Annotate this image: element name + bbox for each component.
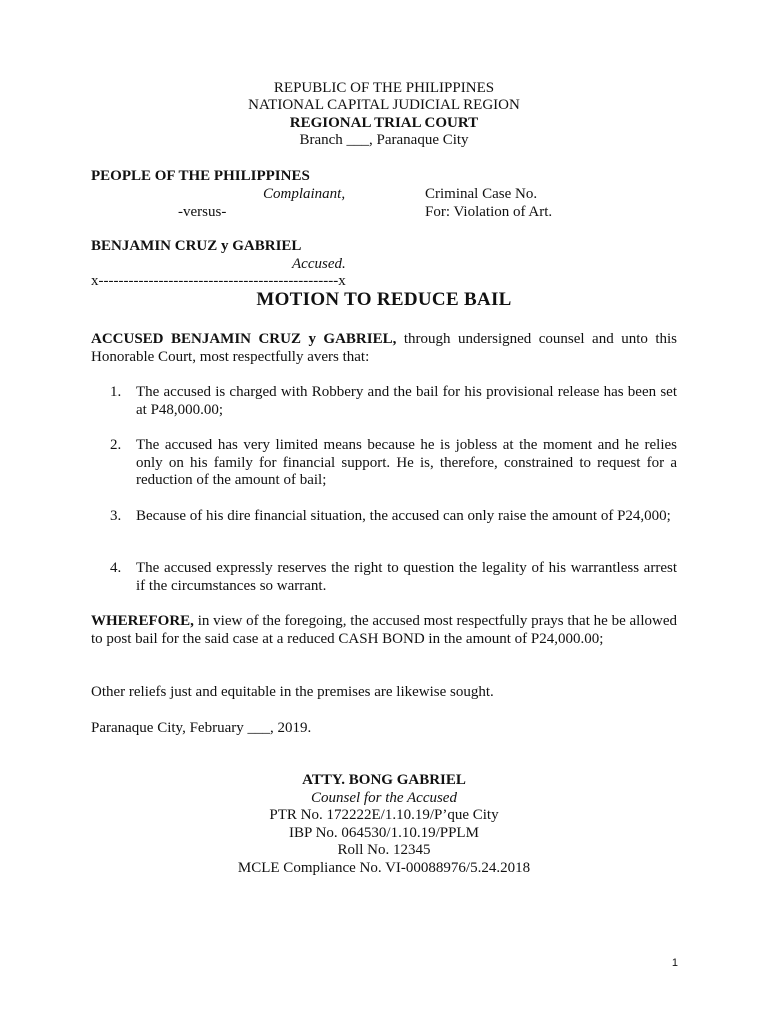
list-item bbox=[110, 508, 677, 526]
list-item-number: 2. bbox=[110, 437, 122, 453]
prayer-lead: WHEREFORE, bbox=[91, 613, 194, 629]
caption-accused: BENJAMIN CRUZ y GABRIEL bbox=[91, 238, 302, 254]
caption-violation: For: Violation of Art. bbox=[425, 204, 553, 220]
header-republic: REPUBLIC OF THE PHILIPPINES bbox=[273, 80, 495, 96]
header-court: REGIONAL TRIAL COURT bbox=[289, 115, 479, 131]
signature-roll: Roll No. 12345 bbox=[337, 842, 431, 858]
signature-ptr: PTR No. 172222E/1.10.19/P’que City bbox=[269, 807, 499, 823]
list-item bbox=[110, 384, 677, 419]
intro-lead: ACCUSED BENJAMIN CRUZ y GABRIEL, bbox=[91, 331, 397, 347]
caption-plaintiff-role: Complainant, bbox=[263, 186, 346, 202]
list-item bbox=[110, 437, 677, 490]
signature-role: Counsel for the Accused bbox=[311, 790, 457, 806]
list-item-text: The accused has very limited means because he is jobless at the moment and he relies only on his family for financial support. He is, therefore, constrained to request for a reduction of the amount of bail; bbox=[136, 437, 677, 489]
intro-paragraph bbox=[91, 331, 677, 366]
header-branch: Branch ___, Paranaque City bbox=[299, 132, 469, 148]
signature-ibp: IBP No. 064530/1.10.19/PPLM bbox=[289, 825, 479, 841]
intro-text: through undersigned counsel and unto this Honorable Court, most respectfully avers that: bbox=[91, 331, 678, 365]
list-item-text: Because of his dire financial situation, the accused can only raise the amount of P24,000; bbox=[136, 508, 671, 524]
document-title: MOTION TO REDUCE BAIL bbox=[256, 289, 512, 310]
caption-divider: x------------------------------------------------x bbox=[91, 273, 346, 289]
caption-plaintiff: PEOPLE OF THE PHILIPPINES bbox=[91, 168, 310, 184]
list-item-text: The accused expressly reserves the right to question the legality of his warrantless arrest if the circumstances so warrant. bbox=[136, 560, 677, 594]
list-item-text: The accused is charged with Robbery and the bail for his provisional release has been set at P48,000.00; bbox=[136, 384, 677, 418]
caption-versus: -versus- bbox=[178, 204, 227, 220]
list-item bbox=[110, 560, 677, 595]
signature-mcle: MCLE Compliance No. VI-00088976/5.24.2018 bbox=[237, 860, 531, 876]
list-item-number: 1. bbox=[110, 384, 122, 400]
prayer-paragraph bbox=[91, 613, 677, 648]
header-region: NATIONAL CAPITAL JUDICIAL REGION bbox=[248, 97, 520, 113]
signature-name: ATTY. BONG GABRIEL bbox=[302, 772, 466, 788]
caption-accused-role: Accused. bbox=[292, 256, 346, 272]
other-reliefs: Other reliefs just and equitable in the premises are likewise sought. bbox=[91, 684, 494, 700]
prayer-text: in view of the foregoing, the accused most respectfully prays that he be allowed to post bail for the said case at a reduced CASH BOND in the amount of P24,000.00; bbox=[91, 613, 677, 647]
list-item-number: 3. bbox=[110, 508, 122, 524]
page-number: 1 bbox=[671, 957, 678, 969]
caption-case-no: Criminal Case No. bbox=[425, 186, 538, 202]
list-item-number: 4. bbox=[110, 560, 122, 576]
date-line: Paranaque City, February ___, 2019. bbox=[91, 720, 312, 736]
